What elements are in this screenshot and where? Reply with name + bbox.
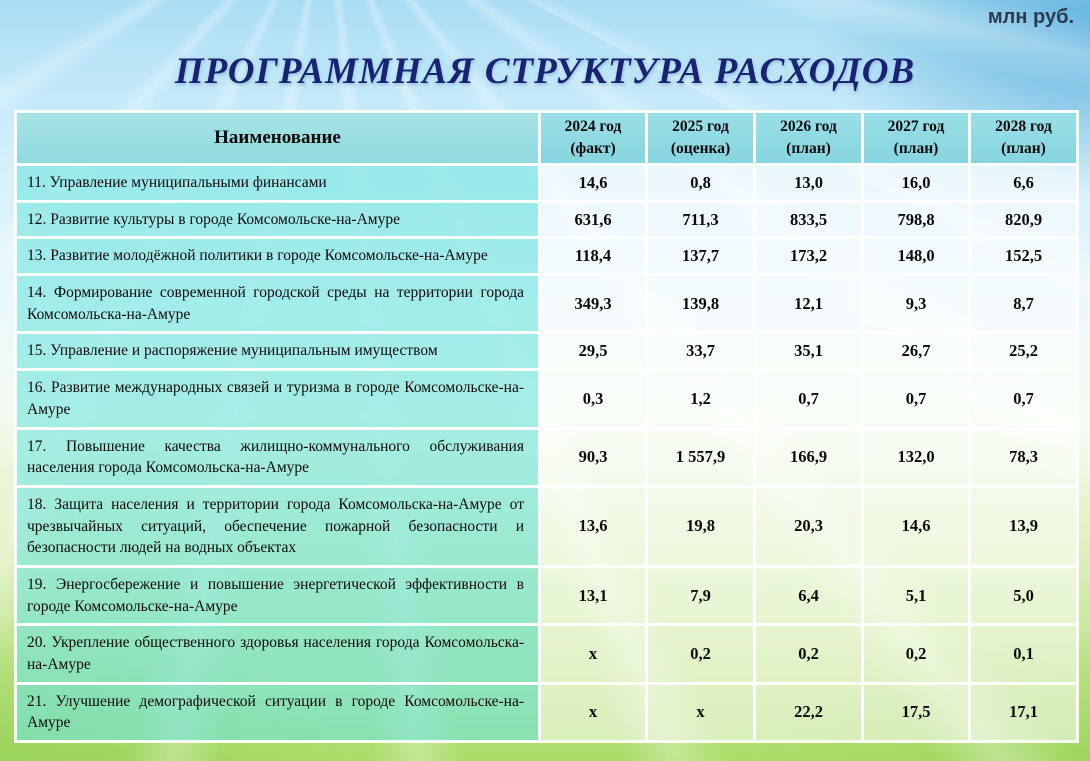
year-note: (оценка): [670, 140, 731, 157]
value-2027: 132,0: [863, 428, 970, 486]
value-2024: 29,5: [540, 333, 647, 370]
program-name: 19. Энергосбережение и повышение энергетической эффективности в городе Комсомольске-на-Амуре: [16, 566, 540, 624]
page-title: ПРОГРАММНАЯ СТРУКТУРА РАСХОДОВ: [174, 51, 916, 92]
program-name: 17. Повышение качества жилищно-коммунального обслуживания населения города Комсомольска-на-Амуре: [16, 428, 540, 486]
year-label: 2025 год: [672, 117, 729, 135]
table-row: [16, 428, 1078, 486]
value-2024: 13,6: [540, 486, 647, 566]
value-2026: 20,3: [755, 486, 863, 566]
table-row: [16, 625, 1078, 683]
value-2027: 148,0: [863, 238, 970, 275]
table-row: [16, 566, 1078, 624]
value-2024: 90,3: [540, 428, 647, 486]
value-2025: 1 557,9: [647, 428, 755, 486]
column-header-name: Наименование: [16, 112, 540, 165]
value-2026: 0,7: [755, 370, 863, 428]
table-row: [16, 370, 1078, 428]
value-2027: 798,8: [863, 201, 970, 238]
program-name: 18. Защита населения и территории города Комсомольска-на-Амуре от чрезвычайных ситуаций, обеспечение пожарной безопасности и безопасности людей на водных объектах: [16, 486, 540, 566]
value-2028: 13,9: [970, 486, 1078, 566]
value-2025: x: [647, 683, 755, 741]
value-2026: 13,0: [755, 165, 863, 202]
table-row: [16, 201, 1078, 238]
value-2026: 833,5: [755, 201, 863, 238]
program-name: 16. Развитие международных связей и туризма в городе Комсомольске-на-Амуре: [16, 370, 540, 428]
value-2027: 9,3: [863, 275, 970, 333]
value-2026: 166,9: [755, 428, 863, 486]
table-row: [16, 486, 1078, 566]
column-header-2027: [863, 112, 970, 165]
value-2026: 6,4: [755, 566, 863, 624]
value-2028: 8,7: [970, 275, 1078, 333]
value-2025: 0,2: [647, 625, 755, 683]
value-2025: 711,3: [647, 201, 755, 238]
year-label: 2027 год: [887, 117, 945, 135]
table-row: [16, 683, 1078, 741]
table-header-row: [16, 112, 1078, 165]
column-header-2024: [540, 112, 647, 165]
value-2027: 16,0: [863, 165, 970, 202]
value-2024: x: [540, 683, 647, 741]
year-note: (план): [1001, 140, 1046, 157]
value-2024: 631,6: [540, 201, 647, 238]
value-2027: 17,5: [863, 683, 970, 741]
program-name: 21. Улучшение демографической ситуации в городе Комсомольске-на-Амуре: [16, 683, 540, 741]
value-2025: 7,9: [647, 566, 755, 624]
value-2028: 0,7: [970, 370, 1078, 428]
value-2028: 25,2: [970, 333, 1078, 370]
year-label: 2024 год: [564, 117, 622, 135]
value-2027: 26,7: [863, 333, 970, 370]
column-header-2028: [970, 112, 1078, 165]
program-name: 15. Управление и распоряжение муниципальным имуществом: [16, 333, 540, 370]
table-row: [16, 238, 1078, 275]
value-2024: 14,6: [540, 165, 647, 202]
column-header-2026: [755, 112, 863, 165]
value-2025: 137,7: [647, 238, 755, 275]
year-label: 2028 год: [995, 117, 1052, 135]
value-2028: 5,0: [970, 566, 1078, 624]
value-2026: 12,1: [755, 275, 863, 333]
table-row: [16, 275, 1078, 333]
value-2026: 0,2: [755, 625, 863, 683]
value-2028: 152,5: [970, 238, 1078, 275]
value-2026: 35,1: [755, 333, 863, 370]
year-note: (план): [786, 140, 831, 157]
expenses-table: [14, 110, 1079, 743]
value-2024: 118,4: [540, 238, 647, 275]
value-2027: 0,2: [863, 625, 970, 683]
value-2026: 173,2: [755, 238, 863, 275]
value-2025: 33,7: [647, 333, 755, 370]
value-2025: 19,8: [647, 486, 755, 566]
column-header-2025: [647, 112, 755, 165]
value-2028: 6,6: [970, 165, 1078, 202]
value-2028: 0,1: [970, 625, 1078, 683]
program-name: 14. Формирование современной городской среды на территории города Комсомольска-на-Амуре: [16, 275, 540, 333]
table-row: [16, 165, 1078, 202]
year-note: (план): [893, 140, 939, 157]
program-name: 13. Развитие молодёжной политики в городе Комсомольске-на-Амуре: [16, 238, 540, 275]
value-2028: 78,3: [970, 428, 1078, 486]
program-name: 11. Управление муниципальными финансами: [16, 165, 540, 202]
year-note: (факт): [570, 140, 616, 157]
program-name: 12. Развитие культуры в городе Комсомольске-на-Амуре: [16, 201, 540, 238]
value-2028: 17,1: [970, 683, 1078, 741]
table-row: [16, 333, 1078, 370]
value-2027: 5,1: [863, 566, 970, 624]
year-label: 2026 год: [780, 117, 837, 135]
value-2025: 1,2: [647, 370, 755, 428]
value-2024: x: [540, 625, 647, 683]
value-2027: 0,7: [863, 370, 970, 428]
value-2028: 820,9: [970, 201, 1078, 238]
value-2027: 14,6: [863, 486, 970, 566]
value-2025: 139,8: [647, 275, 755, 333]
unit-label: млн руб.: [987, 6, 1074, 28]
value-2026: 22,2: [755, 683, 863, 741]
value-2025: 0,8: [647, 165, 755, 202]
program-name: 20. Укрепление общественного здоровья населения города Комсомольска-на-Амуре: [16, 625, 540, 683]
value-2024: 349,3: [540, 275, 647, 333]
value-2024: 0,3: [540, 370, 647, 428]
value-2024: 13,1: [540, 566, 647, 624]
